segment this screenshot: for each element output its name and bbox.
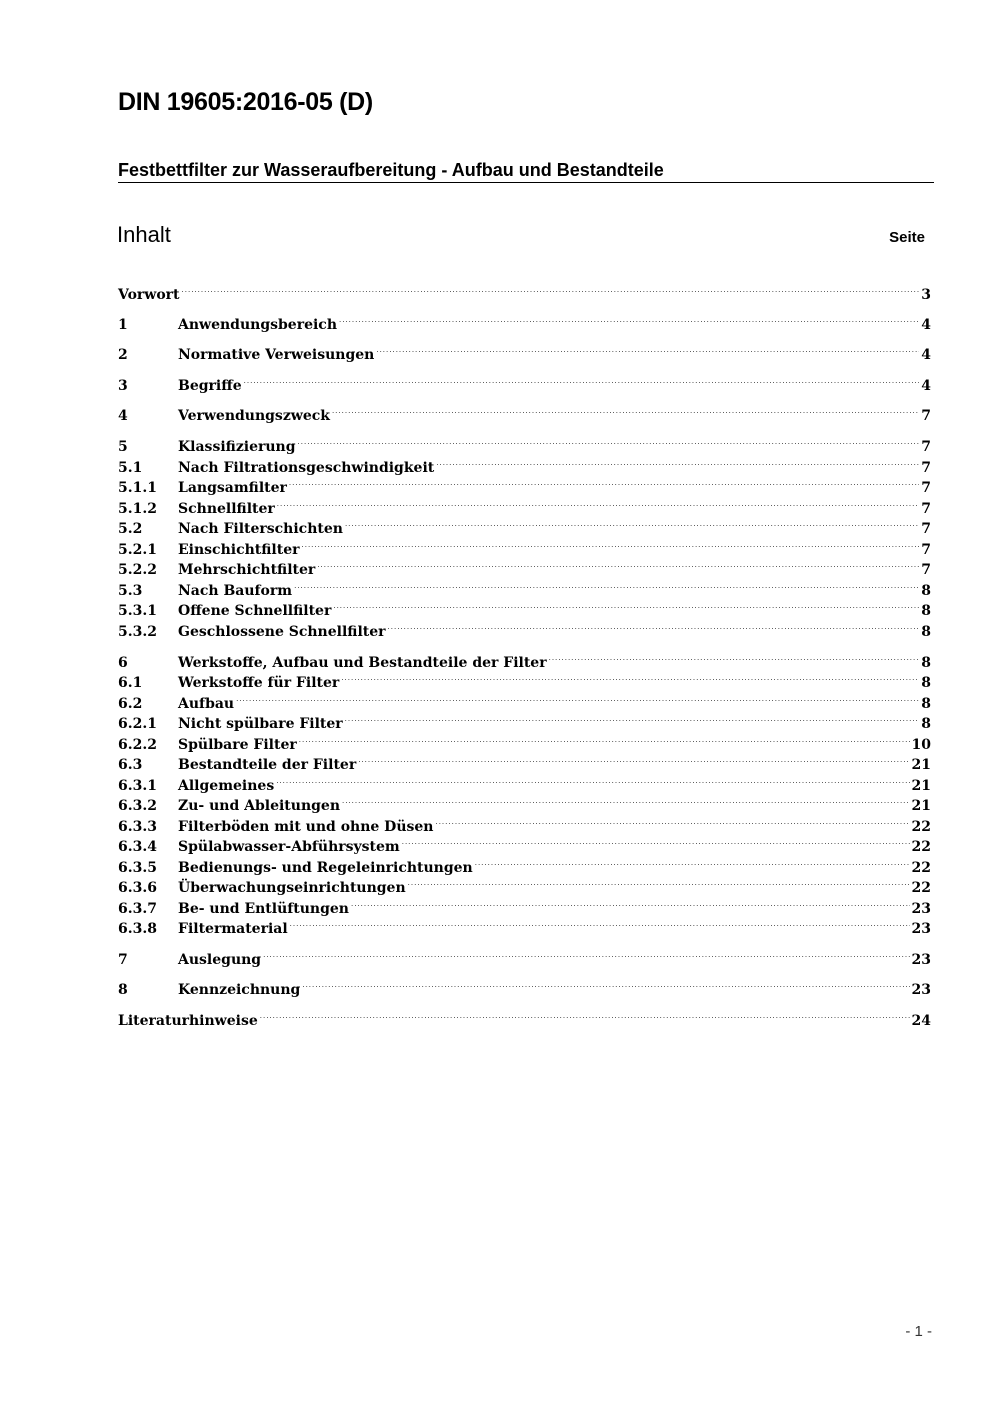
toc-entry-page: 4 — [921, 378, 931, 394]
toc-entry-page: 23 — [911, 952, 931, 968]
toc-entry-number: 6.3.5 — [118, 860, 157, 876]
toc-entry-6-3-6[interactable] — [118, 872, 931, 896]
toc-entry-page: 24 — [911, 1013, 931, 1029]
dot-leader — [277, 493, 919, 513]
toc-entry-title: Anwendungsbereich — [178, 317, 337, 333]
toc-entry-page: 7 — [921, 460, 931, 476]
toc-entry-number: 6.2 — [118, 696, 143, 712]
toc-entry-title: Offene Schnellfilter — [178, 603, 332, 619]
dot-leader — [333, 595, 919, 615]
toc-entry-1[interactable] — [118, 309, 931, 333]
toc-entry-page: 7 — [921, 439, 931, 455]
toc-entry-title: Schnellfilter — [178, 501, 275, 517]
dot-leader — [263, 944, 909, 964]
toc-entry-number: 5.3 — [118, 583, 143, 599]
toc-entry-5-3[interactable] — [118, 575, 931, 599]
toc-entry-5-1-1[interactable] — [118, 472, 931, 496]
toc-entry-page: 7 — [921, 501, 931, 517]
toc-entry-page: 21 — [911, 757, 931, 773]
toc-entry-title: Verwendungszweck — [178, 408, 330, 424]
toc-entry-page: 22 — [911, 839, 931, 855]
toc-entry-title: Bedienungs- und Regeleinrichtungen — [178, 860, 473, 876]
toc-entry-page: 8 — [921, 624, 931, 640]
toc-entry-title: Nach Filtrationsgeschwindigkeit — [178, 460, 435, 476]
toc-entry-5-3-2[interactable] — [118, 616, 931, 640]
toc-entry-page: 4 — [921, 347, 931, 363]
toc-entry-title: Werkstoffe für Filter — [178, 675, 340, 691]
dot-leader — [358, 749, 909, 769]
dot-leader — [342, 790, 910, 810]
toc-entry-page: 23 — [911, 901, 931, 917]
toc-entry-5-2[interactable] — [118, 513, 931, 537]
dot-leader — [376, 339, 919, 359]
toc-entry-6-2-1[interactable] — [118, 708, 931, 732]
toc-entry-number: 1 — [118, 317, 128, 333]
toc-entry-5-1-2[interactable] — [118, 493, 931, 517]
toc-entry-4[interactable] — [118, 400, 931, 424]
dot-leader — [408, 872, 910, 892]
dot-leader — [435, 811, 909, 831]
toc-entry-title: Geschlossene Schnellfilter — [178, 624, 386, 640]
toc-entry-page: 10 — [911, 737, 931, 753]
dot-leader — [276, 770, 909, 790]
toc-entry-vorwort[interactable] — [118, 279, 931, 303]
toc-entry-2[interactable] — [118, 339, 931, 363]
dot-leader — [351, 893, 910, 913]
toc-entry-5-2-1[interactable] — [118, 534, 931, 558]
toc-entry-title: Kennzeichnung — [178, 982, 301, 998]
toc-entry-title: Auslegung — [178, 952, 262, 968]
toc-entry-title: Spülabwasser-Abführsystem — [178, 839, 400, 855]
toc-entry-number: 6.2.1 — [118, 716, 157, 732]
toc-entry-title: Vorwort — [118, 287, 180, 303]
toc-entry-title: Werkstoffe, Aufbau und Bestandteile der Filter — [178, 655, 547, 671]
dot-leader — [388, 616, 920, 636]
dot-leader — [341, 667, 919, 687]
dot-leader — [475, 852, 910, 872]
toc-entry-title: Be- und Entlüftungen — [178, 901, 349, 917]
toc-entry-6-3-7[interactable] — [118, 893, 931, 917]
toc-entry-title: Allgemeines — [178, 778, 275, 794]
document-id: DIN 19605:2016-05 (D) — [118, 88, 373, 116]
toc-entry-page: 4 — [921, 317, 931, 333]
dot-leader — [294, 575, 919, 595]
dot-leader — [332, 400, 919, 420]
toc-entry-3[interactable] — [118, 370, 931, 394]
toc-entry-page: 7 — [921, 542, 931, 558]
dot-leader — [299, 729, 910, 749]
toc-entry-number: 5.1 — [118, 460, 143, 476]
toc-entry-6-3-2[interactable] — [118, 790, 931, 814]
toc-entry-number: 3 — [118, 378, 128, 394]
toc-entry-title: Klassifizierung — [178, 439, 296, 455]
toc-entry-6[interactable] — [118, 647, 931, 671]
toc-entry-title: Mehrschichtfilter — [178, 562, 316, 578]
toc-entry-6-3-1[interactable] — [118, 770, 931, 794]
toc-entry-number: 5.1.1 — [118, 480, 157, 496]
toc-entry-page: 22 — [911, 819, 931, 835]
toc-entry-title: Überwachungseinrichtungen — [178, 880, 406, 896]
toc-entry-5[interactable] — [118, 431, 931, 455]
toc-entry-page: 3 — [921, 287, 931, 303]
dot-leader — [345, 708, 920, 728]
toc-page-column-label: Seite — [889, 229, 925, 246]
toc-entry-6-2-2[interactable] — [118, 729, 931, 753]
dot-leader — [260, 1005, 910, 1025]
page-number: - 1 - — [905, 1323, 932, 1340]
toc-entry-5-1[interactable] — [118, 452, 931, 476]
toc-entry-title: Nach Bauform — [178, 583, 293, 599]
toc-entry-number: 6.3 — [118, 757, 143, 773]
dot-leader — [182, 279, 920, 299]
toc-entry-number: 5.3.1 — [118, 603, 157, 619]
toc-entry-6-3-8[interactable] — [118, 913, 931, 937]
toc-entry-literaturhinweise[interactable] — [118, 1005, 931, 1029]
toc-entry-number: 8 — [118, 982, 128, 998]
toc-entry-6-1[interactable] — [118, 667, 931, 691]
toc-entry-6-3-4[interactable] — [118, 831, 931, 855]
toc-entry-page: 8 — [921, 655, 931, 671]
toc-entry-6-3[interactable] — [118, 749, 931, 773]
toc-entry-number: 5 — [118, 439, 128, 455]
toc-entry-title: Filtermaterial — [178, 921, 288, 937]
toc-entry-title: Nicht spülbare Filter — [178, 716, 343, 732]
dot-leader — [436, 452, 919, 472]
toc-entry-number: 6.2.2 — [118, 737, 157, 753]
toc-entry-page: 23 — [911, 982, 931, 998]
toc-entry-number: 6.3.2 — [118, 798, 157, 814]
toc-entry-number: 6.3.3 — [118, 819, 157, 835]
dot-leader — [236, 688, 919, 708]
toc-entry-title: Langsamfilter — [178, 480, 287, 496]
toc-entry-page: 8 — [921, 696, 931, 712]
toc-entry-title: Aufbau — [178, 696, 235, 712]
toc-entry-number: 4 — [118, 408, 128, 424]
toc-entry-number: 2 — [118, 347, 128, 363]
toc-entry-page: 7 — [921, 480, 931, 496]
toc-entry-title: Einschichtfilter — [178, 542, 300, 558]
toc-entry-8[interactable] — [118, 974, 931, 998]
document-title: Festbettfilter zur Wasseraufbereitung - Aufbau und Bestandteile — [118, 158, 934, 183]
toc-entry-page: 23 — [911, 921, 931, 937]
toc-entry-title: Filterböden mit und ohne Düsen — [178, 819, 434, 835]
toc-entry-number: 6.3.8 — [118, 921, 157, 937]
toc-entry-number: 5.2.1 — [118, 542, 157, 558]
toc-entry-page: 7 — [921, 562, 931, 578]
toc-entry-5-3-1[interactable] — [118, 595, 931, 619]
toc-entry-title: Normative Verweisungen — [178, 347, 375, 363]
toc-entry-number: 5.2 — [118, 521, 143, 537]
toc-entry-title: Nach Filterschichten — [178, 521, 343, 537]
toc-heading: Inhalt — [117, 222, 171, 247]
toc-entry-page: 8 — [921, 716, 931, 732]
toc-entry-page: 8 — [921, 675, 931, 691]
toc-entry-page: 22 — [911, 860, 931, 876]
toc-entry-6-2[interactable] — [118, 688, 931, 712]
toc-entry-number: 5.3.2 — [118, 624, 157, 640]
toc-entry-number: 5.2.2 — [118, 562, 157, 578]
toc-entry-title: Bestandteile der Filter — [178, 757, 357, 773]
toc-entry-title: Literaturhinweise — [118, 1013, 258, 1029]
toc-entry-number: 6.3.7 — [118, 901, 157, 917]
toc-entry-number: 7 — [118, 952, 128, 968]
toc-entry-6-3-3[interactable] — [118, 811, 931, 835]
toc-entry-5-2-2[interactable] — [118, 554, 931, 578]
dot-leader — [298, 431, 920, 451]
dot-leader — [402, 831, 910, 851]
toc-entry-number: 6.3.4 — [118, 839, 157, 855]
toc-entry-number: 6 — [118, 655, 128, 671]
dot-leader — [345, 513, 919, 533]
toc-entry-page: 7 — [921, 408, 931, 424]
dot-leader — [290, 913, 910, 933]
toc-entry-page: 22 — [911, 880, 931, 896]
toc-entry-page: 8 — [921, 603, 931, 619]
dot-leader — [549, 647, 920, 667]
toc-entry-number: 5.1.2 — [118, 501, 157, 517]
dot-leader — [244, 370, 920, 390]
toc-entry-page: 21 — [911, 798, 931, 814]
dot-leader — [302, 534, 920, 554]
toc-entry-page: 8 — [921, 583, 931, 599]
toc-entry-title: Zu- und Ableitungen — [178, 798, 340, 814]
dot-leader — [317, 554, 919, 574]
toc-entry-number: 6.3.6 — [118, 880, 157, 896]
toc-entry-7[interactable] — [118, 944, 931, 968]
toc-entry-number: 6.3.1 — [118, 778, 157, 794]
dot-leader — [339, 309, 919, 329]
toc-entry-title: Spülbare Filter — [178, 737, 297, 753]
dot-leader — [289, 472, 919, 492]
toc-entry-6-3-5[interactable] — [118, 852, 931, 876]
toc-entry-page: 21 — [911, 778, 931, 794]
toc-entry-page: 7 — [921, 521, 931, 537]
dot-leader — [302, 974, 909, 994]
toc-entry-title: Begriffe — [178, 378, 242, 394]
toc-entry-number: 6.1 — [118, 675, 143, 691]
